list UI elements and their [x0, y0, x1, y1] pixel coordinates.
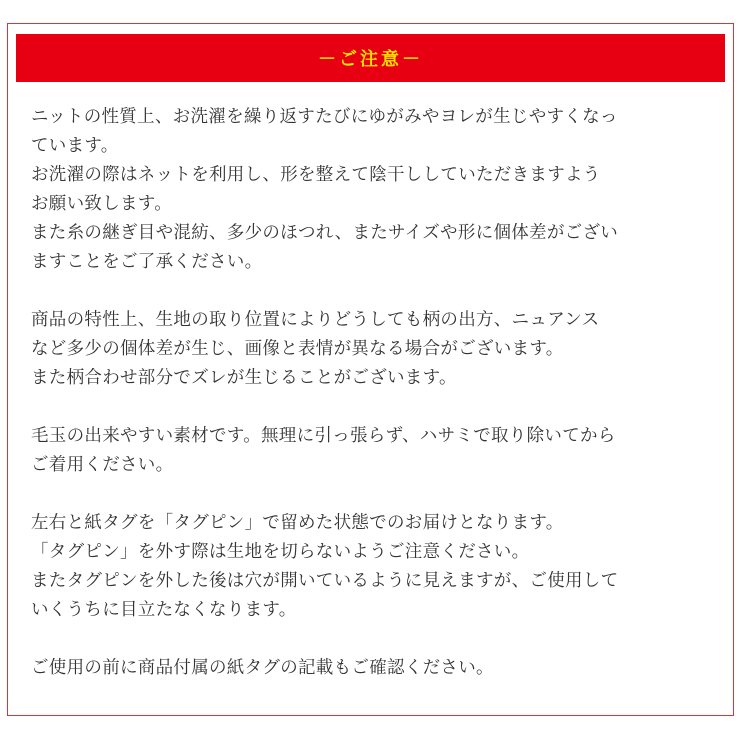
paragraph-pattern-variation [31, 306, 721, 393]
text-line: ご着用ください。 [31, 455, 174, 475]
text-line: お願い致します。 [31, 194, 172, 214]
text-line: ますことをご了承ください。 [31, 252, 263, 272]
paragraph-tag-pin [31, 509, 721, 625]
text-line: ご使用の前に商品付属の紙タグの記載もご確認ください。 [31, 658, 494, 678]
text-line: いくうちに目立たなくなります。 [31, 600, 297, 620]
text-line: 「タグピン」を外す際は生地を切らないようご注意ください。 [31, 542, 530, 562]
text-line: 商品の特性上、生地の取り位置によりどうしても柄の出方、ニュアンス [31, 310, 600, 330]
text-line: また糸の継ぎ目や混紡、多少のほつれ、またサイズや形に個体差がござい [31, 223, 619, 243]
text-line: お洗濯の際はネットを利用し、形を整えて陰干ししていただきますよう [31, 165, 601, 185]
notice-header [16, 34, 725, 82]
text-line: など多少の個体差が生じ、画像と表情が異なる場合がございます。 [31, 339, 564, 359]
text-line: ニットの性質上、お洗濯を繰り返すたびにゆがみやヨレが生じやすくなっ [31, 107, 618, 127]
paragraph-paper-tag [31, 654, 721, 683]
paragraph-pilling [31, 422, 721, 480]
text-line: また柄合わせ部分でズレが生じることがございます。 [31, 368, 457, 388]
text-line: 毛玉の出来やすい素材です。無理に引っ張らず、ハサミで取り除いてから [31, 426, 616, 446]
paragraph-washing-care [31, 103, 721, 277]
notice-title: －ご注意－ [318, 49, 423, 70]
text-line: ています。 [31, 136, 119, 156]
text-line: 左右と紙タグを「タグピン」で留めた状態でのお届けとなります。 [31, 513, 564, 533]
text-line: またタグピンを外した後は穴が開いているように見えますが、ご使用して [31, 571, 619, 591]
notice-body [31, 103, 721, 712]
